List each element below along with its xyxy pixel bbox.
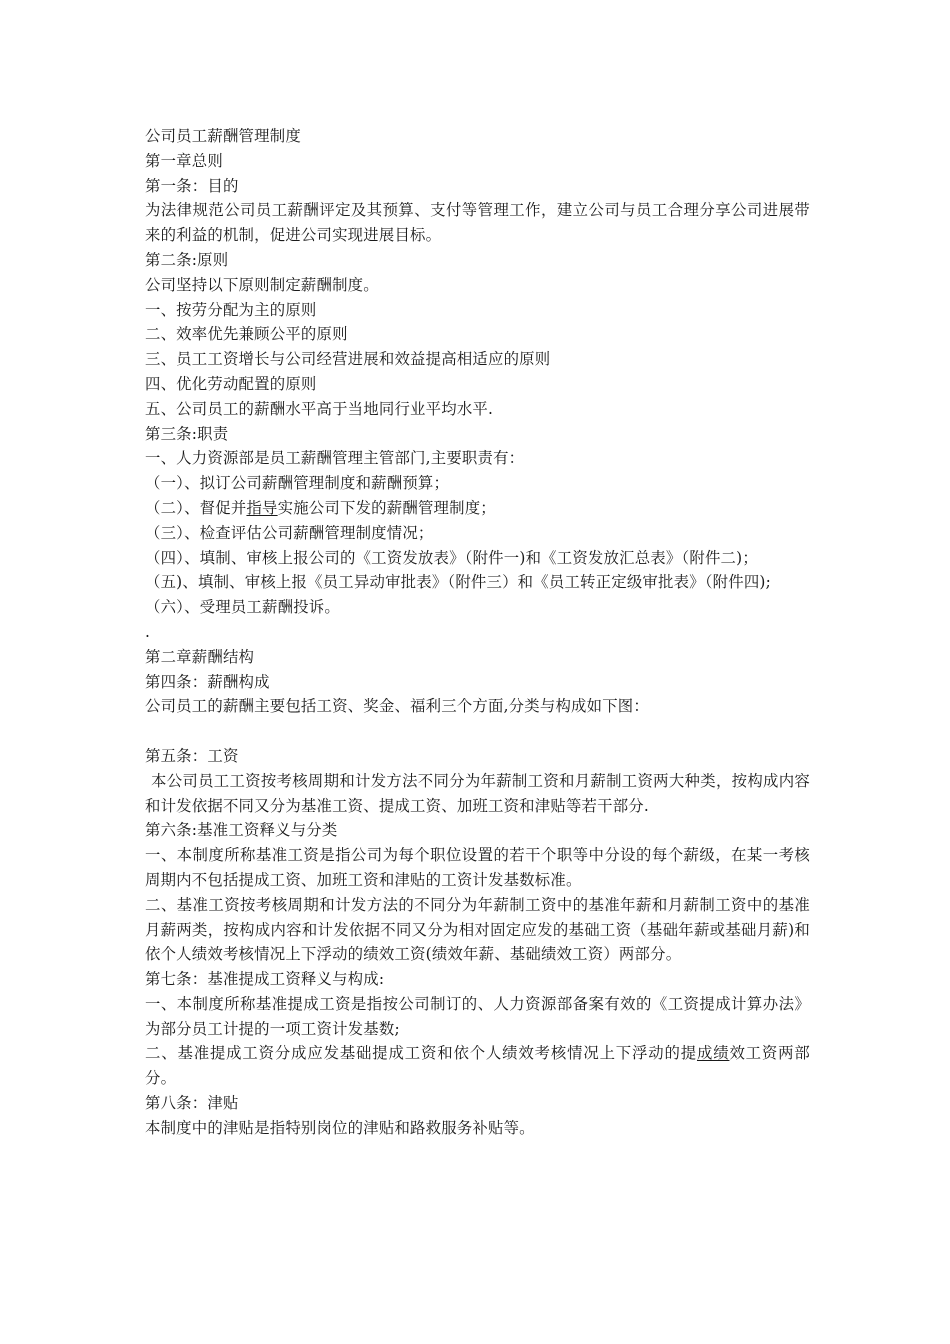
article-3-item: （三）、检查评估公司薪酬管理制度情况；	[145, 523, 434, 542]
article-4-heading: 第四条：薪酬构成	[145, 672, 270, 691]
article-2-heading: 第二条:原则	[145, 250, 229, 269]
article-3-item: （四）、填制、审核上报公司的《工资发放表》（附件一)和《工资发放汇总表》（附件二)；	[145, 548, 758, 567]
article-3-item: （五)、填制、审核上报《员工异动审批表》（附件三）和《员工转正定级审批表》（附件四);	[145, 573, 772, 592]
article-2-item: 三、员工工资增长与公司经营进展和效益提高相适应的原则	[145, 350, 551, 369]
article-6-item: 一、本制度所称基准工资是指公司为每个职位设置的若干个职等中分设的每个薪级，在某一考核周期内不包括提成工资、加班工资和津贴的工资计发基数标准。	[145, 846, 810, 889]
article-1-body: 为法律规范公司员工薪酬评定及其预算、支付等管理工作，建立公司与员工合理分享公司进展带来的利益的机制，促进公司实现进展目标。	[145, 201, 810, 245]
chapter-2-heading: 第二章薪酬结构	[145, 647, 255, 666]
article-7-heading: 第七条：基准提成工资释义与构成:	[145, 970, 385, 989]
article-7-item-text: 效工资两部分。	[145, 1044, 810, 1088]
article-2-item: 二、效率优先兼顾公平的原则	[145, 325, 348, 344]
article-7-item: 一、本制度所称基准提成工资是指按公司制订的、人力资源部备案有效的《工资提成计算办法》为部分员工计提的一项工资计发基数;	[145, 994, 810, 1038]
article-7-item-text: 二、基准提成工资分成应发基础提成工资和依个人绩效考核情况上下浮动的提	[145, 1044, 697, 1063]
performance-link[interactable]: 成绩	[696, 1044, 730, 1063]
article-3-item-text: 实施公司下发的薪酬管理制度；	[277, 498, 496, 517]
article-5-body: 本公司员工工资按考核周期和计发方法不同分为年薪制工资和月薪制工资两大种类，按构成内容和计发依据不同又分为基准工资、提成工资、加班工资和津贴等若干部分.	[145, 771, 810, 815]
document-title: 公司员工薪酬管理制度	[145, 127, 301, 145]
article-3-item	[145, 496, 810, 521]
article-3-intro: 一、人力资源部是员工薪酬管理主管部门,主要职责有：	[145, 449, 525, 468]
article-2-item: 五、公司员工的薪酬水平高于当地同行业平均水平.	[145, 399, 494, 418]
article-1-heading: 第一条：目的	[145, 176, 239, 195]
article-8-body: 本制度中的津贴是指特别岗位的津贴和路救服务补贴等。	[145, 1118, 535, 1137]
article-6-heading: 第六条:基准工资释义与分类	[145, 821, 338, 840]
article-3-item: （一）、拟订公司薪酬管理制度和薪酬预算；	[145, 474, 450, 493]
article-4-body: 公司员工的薪酬主要包括工资、奖金、福利三个方面,分类与构成如下图：	[145, 697, 649, 716]
stray-dot: .	[145, 622, 151, 641]
article-3-item-text: （二）、督促并	[145, 498, 247, 517]
article-2-item: 一、按劳分配为主的原则	[145, 300, 317, 319]
article-5-heading: 第五条：工资	[145, 746, 239, 765]
article-2-intro: 公司坚持以下原则制定薪酬制度。	[145, 275, 379, 294]
article-8-heading: 第八条：津贴	[145, 1094, 239, 1113]
article-6-item: 二、基准工资按考核周期和计发方法的不同分为年薪制工资中的基准年薪和月薪制工资中的基准月薪两类，按构成内容和计发依据不同又分为相对固定应发的基础工资（基础年薪或基础月薪)和依个人绩效考核情况上下浮动的绩效工资(绩效年薪、基础绩效工资）两部分。	[145, 895, 810, 964]
guidance-link[interactable]: 指导	[246, 498, 278, 517]
chapter-1-heading: 第一章总则	[145, 151, 223, 170]
document-body	[145, 124, 810, 1141]
article-2-item: 四、优化劳动配置的原则	[145, 374, 317, 393]
blank-line	[145, 719, 810, 744]
article-3-item: （六）、受理员工薪酬投诉。	[145, 598, 340, 617]
article-7-item	[145, 1041, 810, 1091]
article-3-heading: 第三条:职责	[145, 424, 229, 443]
